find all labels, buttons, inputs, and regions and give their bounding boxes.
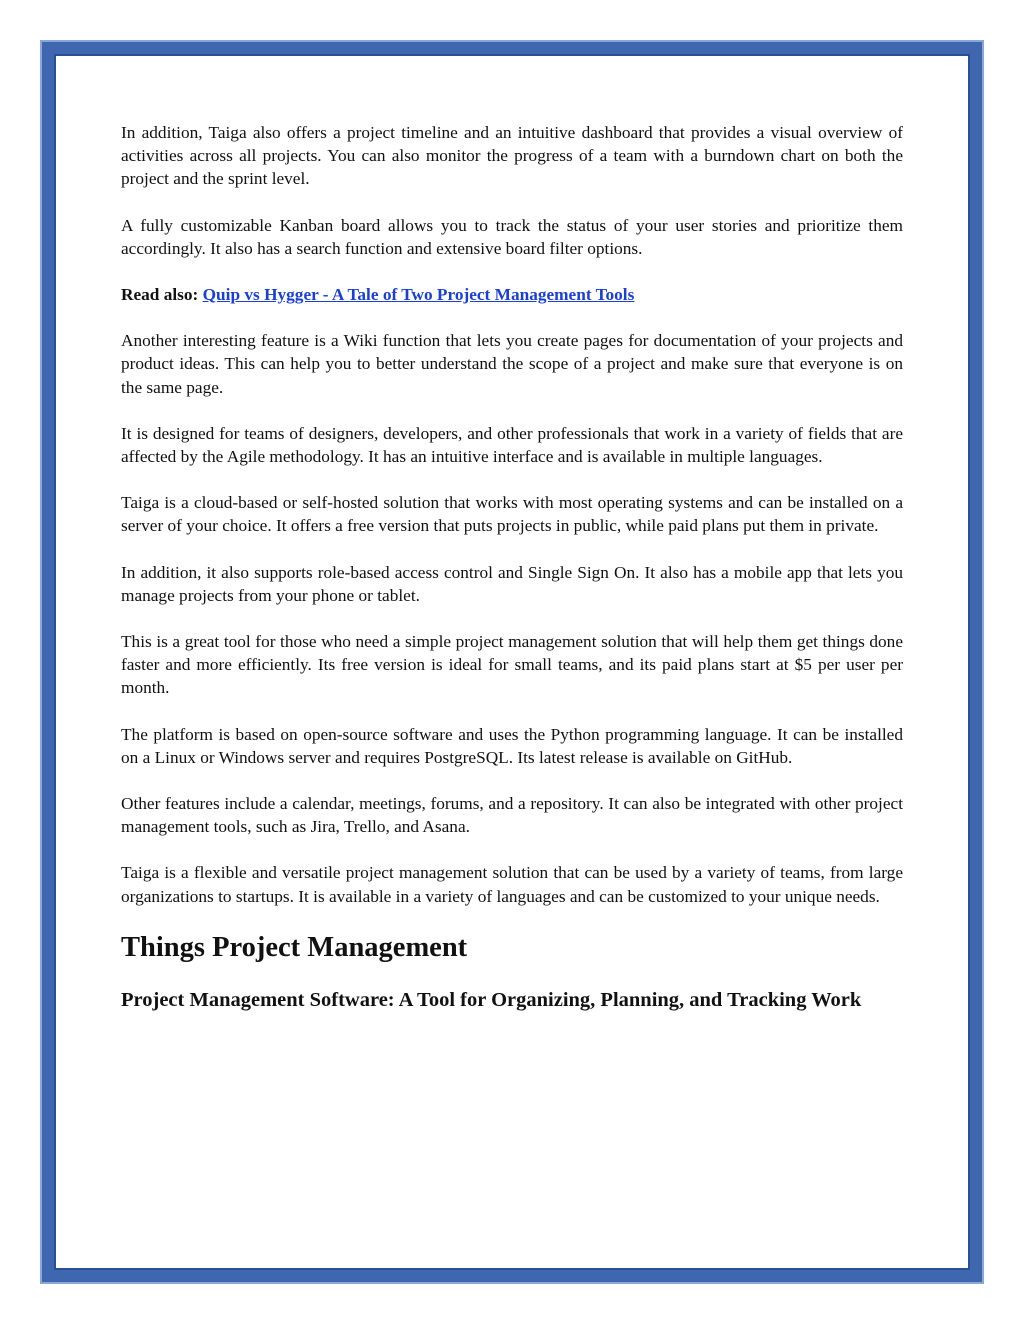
paragraph-great-tool: This is a great tool for those who need a simple project management solution that will help them get things done faster and more efficiently. Its free version is ideal for small teams, and its paid plans start at $5 per user per month. — [121, 632, 903, 698]
document-body — [121, 121, 903, 1013]
paragraph-access-control: In addition, it also supports role-based access control and Single Sign On. It also has a mobile app that lets you manage projects from your phone or tablet. — [121, 562, 903, 605]
read-also — [121, 283, 903, 306]
paragraph-teams: It is designed for teams of designers, developers, and other professionals that work in a variety of fields that are affected by the Agile methodology. It has an intuitive interface and is available in multiple languages. — [121, 423, 903, 467]
paragraph-kanban: A fully customizable Kanban board allows you to track the status of your user stories and prioritize them accordingly. It also has a search function and extensive board filter options. — [121, 215, 903, 258]
paragraph-wiki: Another interesting feature is a Wiki function that lets you create pages for documentation of your projects and product ideas. This can help you to better understand the scope of a project and make sure that everyone is on the same page. — [121, 331, 903, 397]
section-subheading: Project Management Software: A Tool for Organizing, Planning, and Tracking Work — [121, 988, 862, 1011]
paragraph-timeline: In addition, Taiga also offers a project timeline and an intuitive dashboard that provides a visual overview of activities across all projects. You can also monitor the progress of a team with a burndown chart on both the project and the sprint level. — [121, 123, 903, 189]
section-heading: Things Project Management — [121, 931, 468, 963]
paragraph-flexible: Taiga is a flexible and versatile project management solution that can be used by a variety of teams, from large organizations to startups. It is available in a variety of languages and can be customized to your unique needs. — [121, 863, 903, 906]
read-also-label: Read also: — [121, 285, 203, 305]
paragraph-other-features: Other features include a calendar, meetings, forums, and a repository. It can also be integrated with other project management tools, such as Jira, Trello, and Asana. — [121, 794, 903, 837]
paragraph-cloud: Taiga is a cloud-based or self-hosted solution that works with most operating systems and can be installed on a server of your choice. It offers a free version that puts projects in public, while paid plans put them in private. — [121, 493, 903, 536]
paragraph-platform: The platform is based on open-source software and uses the Python programming language. It can be installed on a Linux or Windows server and requires PostgreSQL. Its latest release is available on GitHub. — [121, 724, 903, 767]
read-also-link[interactable]: Quip vs Hygger - A Tale of Two Project Management Tools — [202, 285, 635, 305]
